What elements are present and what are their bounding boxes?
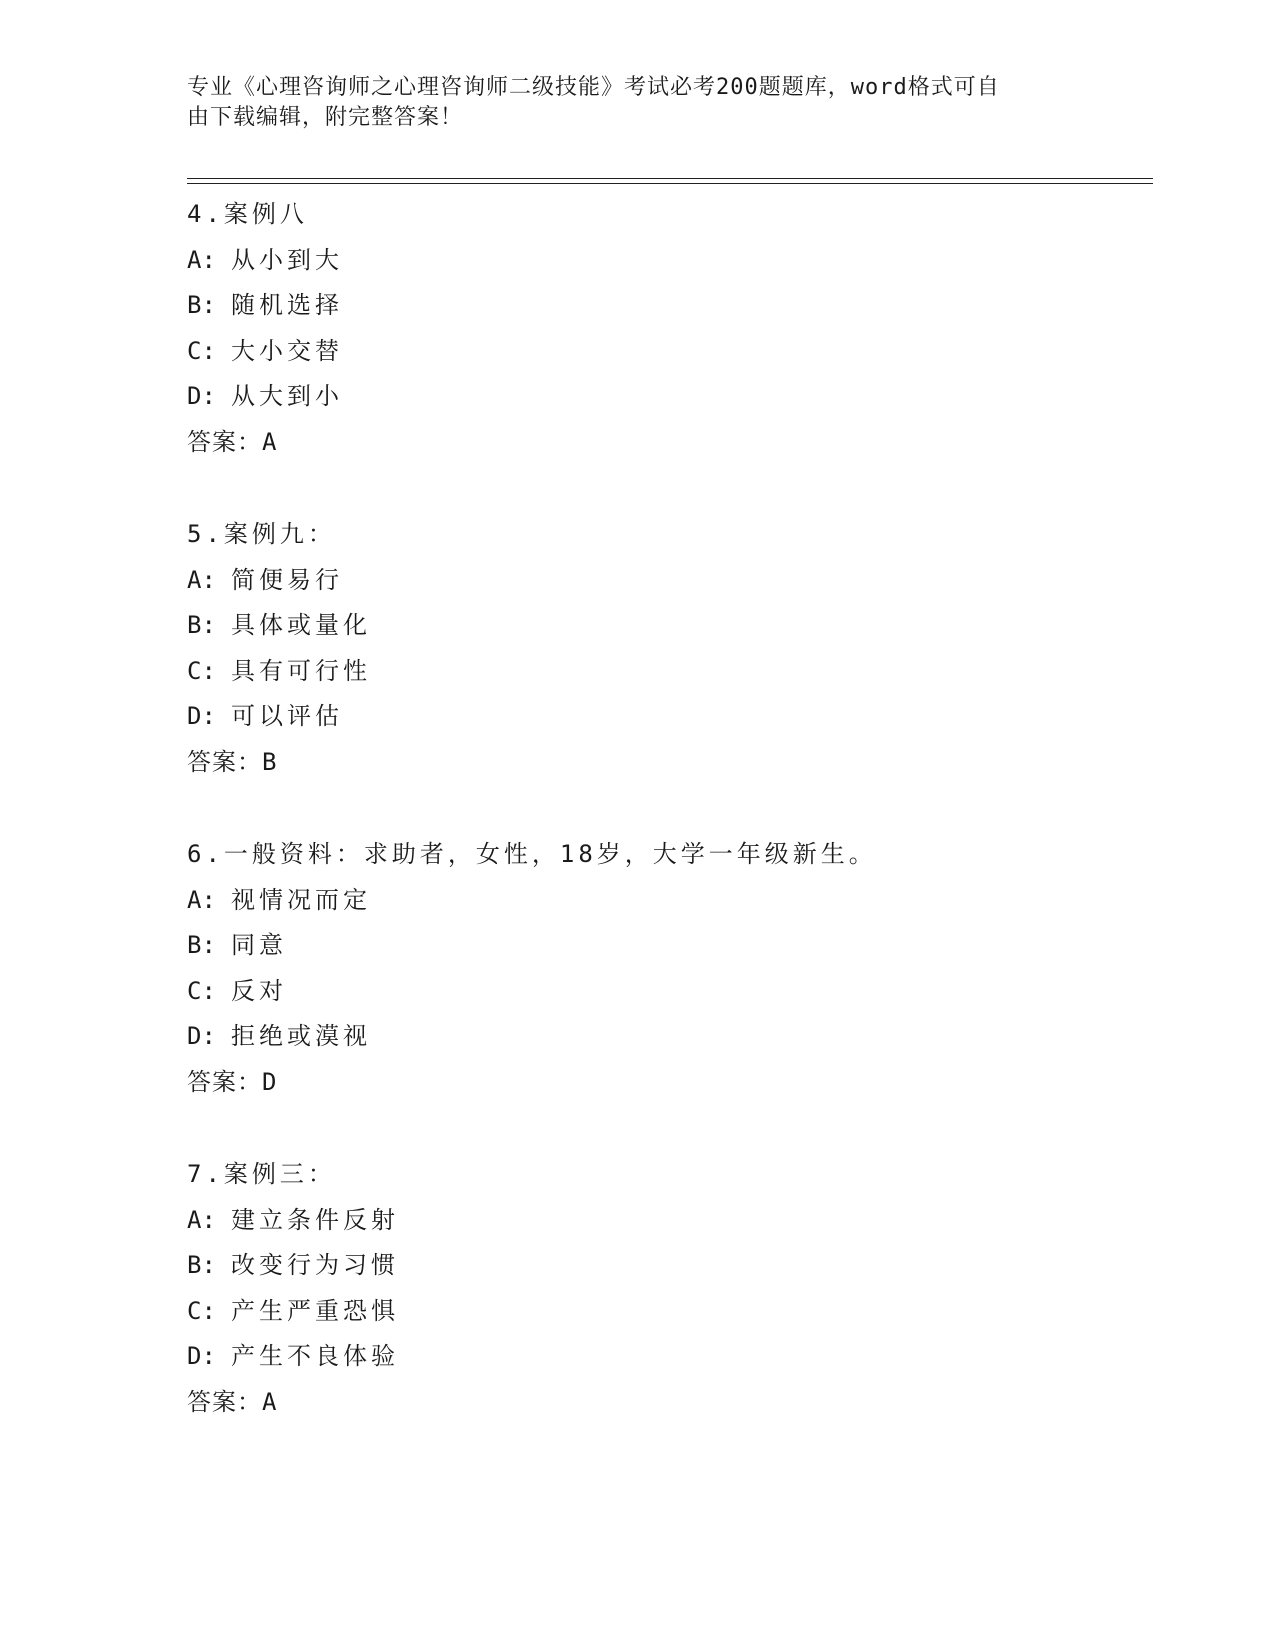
option-letter: D: — [187, 1022, 216, 1050]
option-text: 简便易行 — [231, 565, 343, 594]
option-a — [187, 878, 1147, 924]
option-c — [187, 649, 1147, 695]
option-d — [187, 374, 1147, 420]
question-item — [187, 512, 1147, 785]
option-text: 拒绝或漠视 — [231, 1022, 371, 1050]
header-line-2: 由下载编辑，附完整答案！ — [187, 105, 464, 130]
option-text: 随机选择 — [231, 291, 343, 319]
option-text: 从小到大 — [231, 245, 343, 274]
question-item — [187, 832, 1147, 1105]
option-letter: C: — [187, 336, 216, 365]
option-letter: C: — [187, 1296, 216, 1325]
option-a — [187, 1198, 1147, 1244]
question-spacer — [187, 785, 1147, 832]
option-text: 建立条件反射 — [231, 1205, 399, 1234]
option-text: 可以评估 — [231, 702, 343, 730]
option-text: 视情况而定 — [231, 885, 371, 914]
option-letter: B: — [187, 1251, 216, 1279]
option-text: 从大到小 — [231, 382, 343, 410]
header-divider-top — [187, 178, 1153, 179]
option-letter: A: — [187, 565, 216, 594]
document-header — [187, 73, 1077, 133]
question-spacer — [187, 1105, 1147, 1152]
question-stem: 5.案例九： — [187, 520, 336, 548]
option-d — [187, 1014, 1147, 1060]
option-text: 具有可行性 — [231, 656, 371, 685]
option-letter: C: — [187, 976, 216, 1005]
question-list — [187, 192, 1147, 1425]
option-letter: B: — [187, 931, 216, 959]
option-c — [187, 1289, 1147, 1335]
answer-line: 答案：A — [187, 1387, 278, 1416]
option-c — [187, 329, 1147, 375]
option-letter: B: — [187, 291, 216, 319]
option-b — [187, 923, 1147, 969]
question-stem: 4.案例八 — [187, 200, 308, 228]
option-d — [187, 694, 1147, 740]
question-item — [187, 192, 1147, 465]
option-letter: D: — [187, 702, 216, 730]
option-letter: A: — [187, 885, 216, 914]
question-stem: 6.一般资料：求助者，女性，18岁，大学一年级新生。 — [187, 840, 877, 868]
option-letter: C: — [187, 656, 216, 685]
option-d — [187, 1334, 1147, 1380]
option-text: 产生不良体验 — [231, 1342, 399, 1370]
option-b — [187, 603, 1147, 649]
question-spacer — [187, 465, 1147, 512]
option-text: 同意 — [231, 931, 287, 959]
option-c — [187, 969, 1147, 1015]
option-text: 具体或量化 — [231, 611, 371, 639]
option-a — [187, 238, 1147, 284]
question-item — [187, 1152, 1147, 1425]
header-line-1: 专业《心理咨询师之心理咨询师二级技能》考试必考200题题库，word格式可自 — [187, 75, 1000, 100]
answer-line: 答案：D — [187, 1067, 278, 1096]
option-letter: D: — [187, 382, 216, 410]
option-b — [187, 283, 1147, 329]
option-text: 改变行为习惯 — [231, 1251, 399, 1279]
answer-line: 答案：B — [187, 747, 278, 776]
option-a — [187, 558, 1147, 604]
option-letter: A: — [187, 245, 216, 274]
option-text: 反对 — [231, 976, 287, 1005]
header-divider-bottom — [187, 183, 1153, 184]
question-stem: 7.案例三： — [187, 1160, 336, 1188]
option-letter: B: — [187, 611, 216, 639]
option-b — [187, 1243, 1147, 1289]
option-text: 产生严重恐惧 — [231, 1296, 399, 1325]
option-letter: D: — [187, 1342, 216, 1370]
answer-line: 答案：A — [187, 427, 278, 456]
option-text: 大小交替 — [231, 336, 343, 365]
option-letter: A: — [187, 1205, 216, 1234]
